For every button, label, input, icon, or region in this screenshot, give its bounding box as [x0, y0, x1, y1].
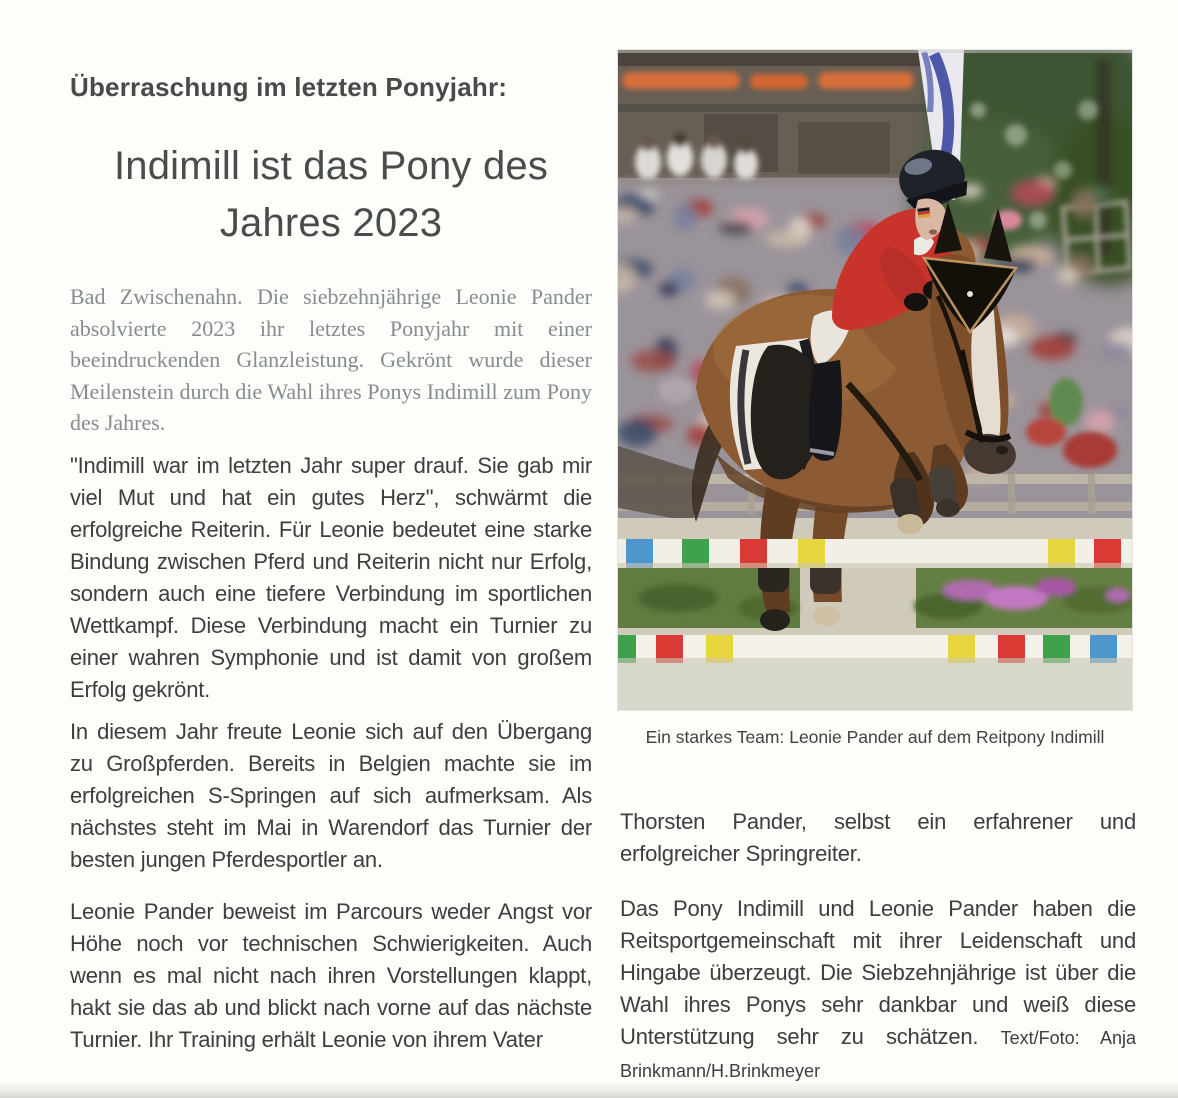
body-paragraph-quote: "Indimill war im letzten Jahr super drauf. Sie gab mir viel Mut und hat ein gutes Herz", schwärmt die erfolgreiche Reiterin. Für Leonie bedeutet eine starke Bindung zwischen Pferd und Reiterin nicht nur Erfolg, sondern auch eine tiefere Verbindung im sportlichen Wettkampf. Diese Verbindung macht ein Turnier zu einer wahren Symphonie und ist damit von großem Erfolg gekrönt. [70, 453, 592, 702]
kicker-headline: Überraschung im letzten Ponyjahr: [70, 72, 508, 102]
photo-caption: Ein starkes Team: Leonie Pander auf dem Reitpony Indimill [645, 727, 1105, 747]
page-bottom-scan-shadow [0, 1082, 1178, 1098]
closing-text: Das Pony Indimill und Leonie Pander haben die Reitsportgemeinschaft mit ihrer Leidenschaft und Hingabe überzeugt. Die Siebzehnjährige ist über die Wahl ihres Ponys sehr dankbar und weiß diese Unterstützung sehr zu schätzen. [620, 896, 1136, 1049]
german-flag-face-patch [917, 207, 930, 218]
body-paragraph-season: In diesem Jahr freute Leonie sich auf den Übergang zu Großpferden. Bereits in Belgien machte sie im erfolgreichen S-Springen auf sich aufmerksam. Als nächstes steht im Mai in Warendorf das Turnier der besten jungen Pferdesportler an. [70, 719, 592, 872]
body-paragraph-closing [620, 893, 1136, 1087]
title-line-1: Indimill ist das Pony des [113, 144, 549, 188]
lead-paragraph: Bad Zwischenahn. Die siebzehnjährige Leonie Pander absolvierte 2023 ihr letztes Ponyjahr mit einer beeindruckenden Glanzleistung. Gekrönt wurde dieser Meilenstein durch die Wahl ihres Ponys Indimill zum Pony des Jahres. [70, 284, 592, 435]
blurred-banner-text [622, 72, 914, 89]
body-paragraph-parcours: Leonie Pander beweist im Parcours weder Angst vor Höhe noch vor technischen Schwierigkeiten. Auch wenn es mal nicht nach ihren Vorstellungen klappt, hakt sie das ab und blickt nach vorne auf das nächste Turnier. Ihr Training erhält Leonie von ihrem Vater [70, 899, 592, 1052]
photo-credit: Text/Foto: Anja Brinkmann/H.Brinkmeyer [620, 1028, 1136, 1081]
article-photo [618, 50, 1132, 710]
body-paragraph-thorsten: Thorsten Pander, selbst ein erfahrener und erfolgreicher Springreiter. [620, 809, 1136, 866]
lower-jump-pole [618, 635, 1132, 663]
article-title [70, 138, 592, 252]
upper-jump-pole [618, 539, 1132, 568]
title-line-2: Jahres 2023 [219, 201, 443, 245]
jumping-photo-illustration [618, 50, 1132, 710]
